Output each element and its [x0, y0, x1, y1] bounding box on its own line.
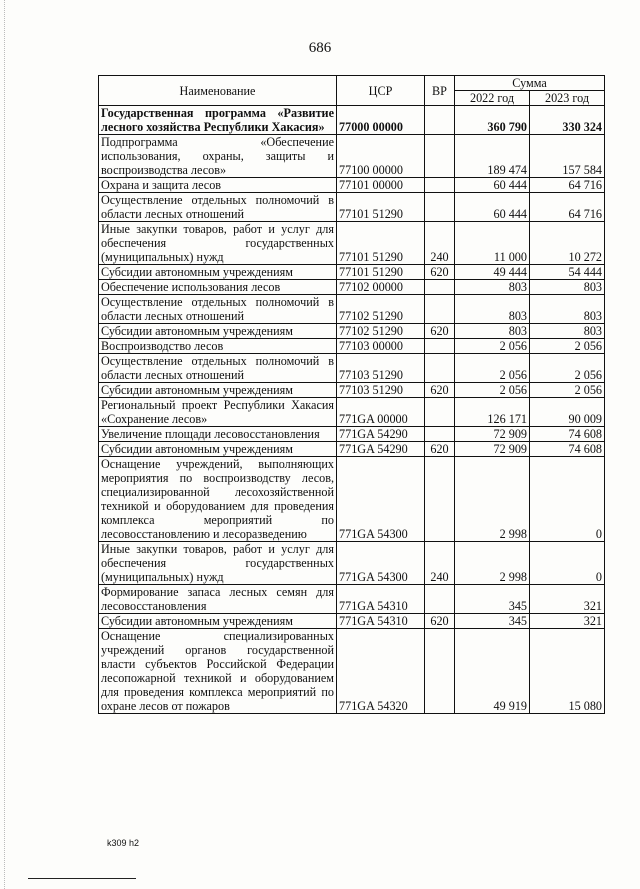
- row-csr: 77101 51290: [337, 265, 425, 280]
- row-csr: 77103 51290: [337, 383, 425, 398]
- row-name: Субсидии автономным учреждениям: [99, 265, 337, 280]
- header-name: Наименование: [99, 76, 337, 106]
- row-vr: [425, 585, 455, 614]
- footer-code: k309 h2: [107, 838, 140, 848]
- row-name: Оснащение учреждений, выполняющих мероприятия по воспроизводству лесов, специализированной лесохозяйственной техникой и оборудованием для проведения комплекса мероприятий по лесовосстановлению и лесоразведению: [99, 457, 337, 542]
- row-csr: 77101 51290: [337, 193, 425, 222]
- row-2022: 2 056: [455, 339, 530, 354]
- row-2023: 330 324: [530, 106, 605, 135]
- row-name: Субсидии автономным учреждениям: [99, 442, 337, 457]
- row-csr: 77102 00000: [337, 280, 425, 295]
- row-2022: 360 790: [455, 106, 530, 135]
- row-name: Иные закупки товаров, работ и услуг для обеспечения государственных (муниципальных) нужд: [99, 542, 337, 585]
- row-vr: [425, 457, 455, 542]
- row-2022: 803: [455, 280, 530, 295]
- row-2022: 2 998: [455, 457, 530, 542]
- header-vr: ВР: [425, 76, 455, 106]
- row-name: Охрана и защита лесов: [99, 178, 337, 193]
- row-csr: 77103 51290: [337, 354, 425, 383]
- row-vr: 620: [425, 614, 455, 629]
- row-2023: 15 080: [530, 629, 605, 714]
- row-vr: [425, 339, 455, 354]
- row-2023: 157 584: [530, 135, 605, 178]
- scan-edge-line: [4, 0, 5, 889]
- row-2022: 2 998: [455, 542, 530, 585]
- row-name: Осуществление отдельных полномочий в области лесных отношений: [99, 354, 337, 383]
- row-vr: [425, 280, 455, 295]
- row-2023: 803: [530, 324, 605, 339]
- row-2022: 60 444: [455, 193, 530, 222]
- table-row: [99, 629, 605, 714]
- row-name: Государственная программа «Развитие лесного хозяйства Республики Хакасия»: [99, 106, 337, 135]
- table-row: [99, 222, 605, 265]
- table-row: [99, 614, 605, 629]
- table-row: [99, 398, 605, 427]
- row-2023: 0: [530, 457, 605, 542]
- table-row: [99, 457, 605, 542]
- row-2022: 49 919: [455, 629, 530, 714]
- header-2022: 2022 год: [455, 91, 530, 106]
- table-row: [99, 383, 605, 398]
- table-row: [99, 427, 605, 442]
- row-2022: 803: [455, 324, 530, 339]
- row-2022: 11 000: [455, 222, 530, 265]
- table-row: [99, 295, 605, 324]
- row-vr: [425, 295, 455, 324]
- row-vr: 620: [425, 442, 455, 457]
- row-2022: 803: [455, 295, 530, 324]
- row-2023: 54 444: [530, 265, 605, 280]
- budget-table: [98, 75, 605, 714]
- row-csr: 771GA 54300: [337, 542, 425, 585]
- row-2023: 10 272: [530, 222, 605, 265]
- row-csr: 77101 51290: [337, 222, 425, 265]
- row-csr: 771GA 54310: [337, 614, 425, 629]
- row-csr: 77103 00000: [337, 339, 425, 354]
- row-vr: [425, 106, 455, 135]
- row-name: Воспроизводство лесов: [99, 339, 337, 354]
- row-vr: [425, 135, 455, 178]
- row-2023: 74 608: [530, 442, 605, 457]
- table-row: [99, 280, 605, 295]
- row-vr: [425, 193, 455, 222]
- row-csr: 771GA 54290: [337, 442, 425, 457]
- row-2023: 0: [530, 542, 605, 585]
- row-vr: [425, 398, 455, 427]
- row-name: Иные закупки товаров, работ и услуг для обеспечения государственных (муниципальных) нужд: [99, 222, 337, 265]
- row-name: Осуществление отдельных полномочий в области лесных отношений: [99, 193, 337, 222]
- row-vr: 240: [425, 542, 455, 585]
- row-vr: [425, 178, 455, 193]
- row-2023: 2 056: [530, 383, 605, 398]
- table-row: [99, 442, 605, 457]
- table-row: [99, 324, 605, 339]
- row-2023: 74 608: [530, 427, 605, 442]
- row-vr: 620: [425, 383, 455, 398]
- row-name: Увеличение площади лесовосстановления: [99, 427, 337, 442]
- row-csr: 77100 00000: [337, 135, 425, 178]
- row-2022: 60 444: [455, 178, 530, 193]
- row-2023: 803: [530, 295, 605, 324]
- row-2022: 345: [455, 614, 530, 629]
- table-row: [99, 106, 605, 135]
- table-row: [99, 265, 605, 280]
- row-2022: 189 474: [455, 135, 530, 178]
- row-2023: 803: [530, 280, 605, 295]
- row-name: Обеспечение использования лесов: [99, 280, 337, 295]
- row-name: Оснащение специализированных учреждений органов государственной власти субъектов Российской Федерации лесопожарной техникой и оборудованием для проведения комплекса мероприятий по охране лесов от пожаров: [99, 629, 337, 714]
- row-csr: 77000 00000: [337, 106, 425, 135]
- row-name: Субсидии автономным учреждениям: [99, 324, 337, 339]
- row-name: Субсидии автономным учреждениям: [99, 383, 337, 398]
- page-number: 686: [308, 40, 332, 56]
- row-name: Осуществление отдельных полномочий в области лесных отношений: [99, 295, 337, 324]
- row-2023: 321: [530, 614, 605, 629]
- row-vr: 240: [425, 222, 455, 265]
- row-2023: 321: [530, 585, 605, 614]
- row-csr: 771GA 54300: [337, 457, 425, 542]
- table-row: [99, 135, 605, 178]
- table-row: [99, 339, 605, 354]
- row-vr: [425, 629, 455, 714]
- row-name: Региональный проект Республики Хакасия «Сохранение лесов»: [99, 398, 337, 427]
- header-csr: ЦСР: [337, 76, 425, 106]
- row-csr: 771GA 54310: [337, 585, 425, 614]
- row-name: Подпрограмма «Обеспечение использования, охраны, защиты и воспроизводства лесов»: [99, 135, 337, 178]
- table-row: [99, 193, 605, 222]
- row-name: Формирование запаса лесных семян для лесовосстановления: [99, 585, 337, 614]
- row-2023: 64 716: [530, 178, 605, 193]
- row-name: Субсидии автономным учреждениям: [99, 614, 337, 629]
- bottom-rule: [28, 878, 136, 879]
- row-2022: 72 909: [455, 442, 530, 457]
- table-row: [99, 542, 605, 585]
- row-2022: 126 171: [455, 398, 530, 427]
- row-csr: 77102 51290: [337, 295, 425, 324]
- table-row: [99, 585, 605, 614]
- row-vr: [425, 427, 455, 442]
- row-csr: 77101 00000: [337, 178, 425, 193]
- row-csr: 771GA 54320: [337, 629, 425, 714]
- header-sum: Сумма: [455, 76, 605, 91]
- row-2022: 345: [455, 585, 530, 614]
- row-vr: [425, 354, 455, 383]
- header-2023: 2023 год: [530, 91, 605, 106]
- row-2023: 2 056: [530, 354, 605, 383]
- row-vr: 620: [425, 324, 455, 339]
- table-row: [99, 178, 605, 193]
- row-csr: 771GA 54290: [337, 427, 425, 442]
- row-2022: 2 056: [455, 383, 530, 398]
- row-vr: 620: [425, 265, 455, 280]
- row-2022: 49 444: [455, 265, 530, 280]
- row-2023: 64 716: [530, 193, 605, 222]
- row-csr: 771GA 00000: [337, 398, 425, 427]
- row-2022: 2 056: [455, 354, 530, 383]
- row-2022: 72 909: [455, 427, 530, 442]
- row-2023: 2 056: [530, 339, 605, 354]
- table-row: [99, 354, 605, 383]
- table-body: [99, 106, 605, 714]
- row-2023: 90 009: [530, 398, 605, 427]
- row-csr: 77102 51290: [337, 324, 425, 339]
